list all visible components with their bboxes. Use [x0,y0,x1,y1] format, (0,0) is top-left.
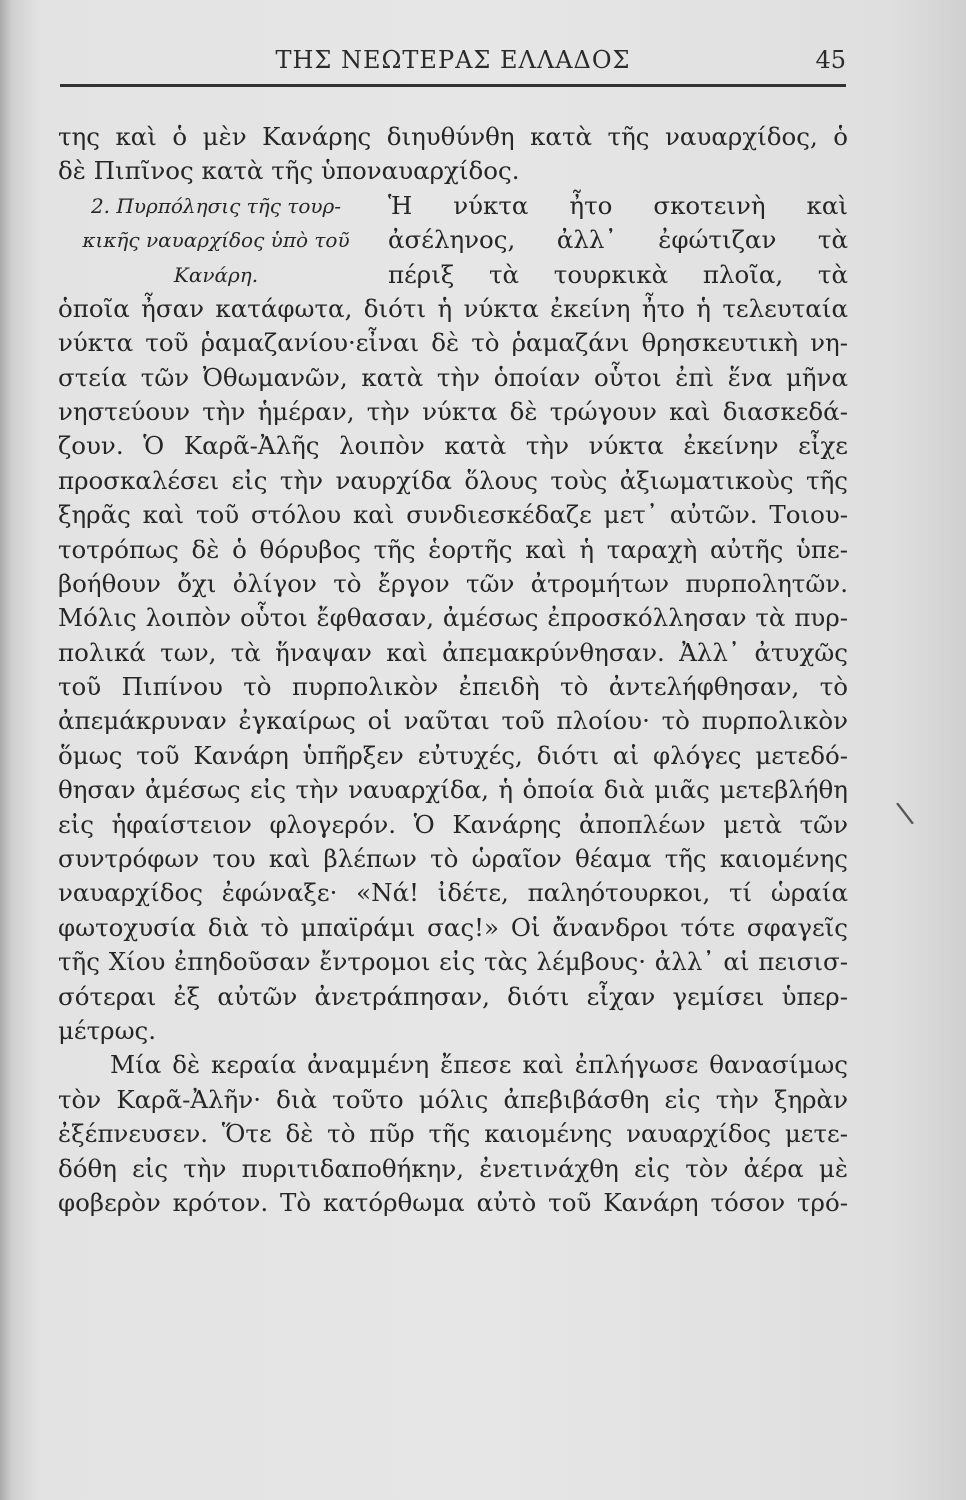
page-number: 45 [815,46,846,74]
text-line: τὸν Καρᾶ-Ἀλῆν· διὰ τοῦτο μόλις ἀπεβιβάσθη εἰς τὴν ξηρὰν [58,1084,848,1114]
text-line: σότεραι ἐξ αὐτῶν ἀνετράπησαν, διότι εἶχαν γεμίσει ὑπερ- [58,981,848,1011]
stray-pencil-mark: \ [894,795,916,832]
text-line: προσκαλέσει εἰς τὴν ναυρχίδα ὅλους τοὺς ἀξιωματικοὺς τῆς [58,465,848,495]
text-line: ὅμως τοῦ Κανάρη ὑπῆρξεν εὐτυχές, διότι αἱ φλόγες μετεδό- [58,740,848,770]
paragraph-1 [58,292,848,1049]
paragraph-2 [58,1048,848,1220]
text-line: Μία δὲ κεραία ἀναμμένη ἔπεσε καὶ ἐπλήγωσε θανασίμως [110,1050,848,1080]
text-line: φοβερὸν κρότον. Τὸ κατόρθωμα αὐτὸ τοῦ Κανάρη τόσον τρό- [58,1187,848,1217]
text-line: τῆς Χίου ἐπηδοῦσαν ἔντρομοι εἰς τὰς λέμβους· ἀλλ᾽ αἱ πεισισ- [58,947,848,977]
marginal-title-line: κικῆς ναυαρχίδος ὑπὸ τοῦ [82,228,350,253]
text-line: ναυαρχίδος ἐφώναξε· «Νά! ἰδέτε, παληότουρκοι, τί ὡραία [58,878,848,908]
text-line: πέριξ τὰ τουρκικὰ πλοῖα, τὰ [388,259,848,289]
text-line: ζουν. Ὁ Καρᾶ-Ἀλῆς λοιπὸν κατὰ τὴν νύκτα ἐκείνην εἶχε [58,431,848,461]
marginal-section-title [58,189,374,292]
header-rule [60,84,846,87]
text-line: θησαν ἀμέσως εἰς τὴν ναυαρχίδα, ἡ ὁποία διὰ μιᾶς μετεβλήθη [58,775,848,805]
text-line: δόθη εἰς τὴν πυριτιδαποθήκην, ἐνετινάχθη εἰς τὸν ἀέρα μὲ [58,1153,848,1183]
text-line: ἐξέπνευσεν. Ὅτε δὲ τὸ πῦρ τῆς καιομένης ναυαρχίδος μετε- [58,1119,848,1149]
section-side-text [388,189,848,292]
text-line: Μόλις λοιπὸν οὗτοι ἔφθασαν, ἀμέσως ἐπροσκόλλησαν τὰ πυρ- [58,603,848,633]
text-line: εἰς ἡφαίστειον φλογερόν. Ὁ Κανάρης ἀποπλέων μετὰ τῶν [58,809,848,839]
text-line: δὲ Πιπῖνος κατὰ τῆς ὑποναυαρχίδος. [58,156,520,186]
text-line: φωτοχυσία διὰ τὸ μπαϊράμι σας!» Οἱ ἄνανδροι τότε σφαγεῖς [58,912,848,942]
text-line: συντρόφων του καὶ βλέπων τὸ ὡραῖον θέαμα τῆς καιομένης [58,844,848,874]
text-line: βοήθουν ὄχι ὀλίγον τὸ ἔργον τῶν ἀτρομήτων πυρπολητῶν. [58,568,848,598]
marginal-title-line: 2. Πυρπόλησις τῆς τουρ- [90,193,342,218]
text-line: ὁποῖα ἦσαν κατάφωτα, διότι ἡ νύκτα ἐκείνη ἦτο ἡ τελευταία [58,293,848,323]
text-line: ξηρᾶς καὶ τοῦ στόλου καὶ συνδιεσκέδαζε μετ᾽ αὐτῶν. Τοιου- [58,500,848,530]
text-line: ἀσέληνος, ἀλλ᾽ ἐφώτιζαν τὰ [388,225,848,255]
text-line: νύκτα τοῦ ῥαμαζανίου·εἶναι δὲ τὸ ῥαμαζάνι θρησκευτικὴ νη- [58,328,848,358]
section-block [58,189,848,292]
body-text [58,120,848,1220]
running-title: ΤΗΣ ΝΕΩΤΕΡΑΣ ΕΛΛΑΔΟΣ [275,46,631,74]
text-line: μέτρως. [58,1015,157,1045]
text-line: τοτρόπως δὲ ὁ θόρυβος τῆς ἑορτῆς καὶ ἡ ταραχὴ αὐτῆς ὑπε- [58,534,848,564]
page-header [60,46,846,86]
marginal-title-line: Κανάρη. [173,262,259,287]
text-line: της καὶ ὁ μὲν Κανάρης διηυθύνθη κατὰ τῆς ναυαρχίδος, ὁ [58,122,848,151]
text-line: τοῦ Πιπίνου τὸ πυρπολικὸν ἐπειδὴ τὸ ἀντελήφθησαν, τὸ [58,672,848,702]
text-line: πολικά των, τὰ ἥναψαν καὶ ἀπεμακρύνθησαν. Ἀλλ᾽ ἀτυχῶς [58,637,848,667]
text-line: ἀπεμάκρυναν ἐγκαίρως οἱ ναῦται τοῦ πλοίου· τὸ πυρπολικὸν [58,706,848,736]
text-line: στεία τῶν Ὀθωμανῶν, κατὰ τὴν ὁποίαν οὗτοι ἐπὶ ἕνα μῆνα [58,362,848,392]
text-line: Ἡ νύκτα ἦτο σκοτεινὴ καὶ [388,190,848,220]
text-line: νηστεύουν τὴν ἡμέραν, τὴν νύκτα δὲ τρώγουν καὶ διασκεδά- [58,396,848,426]
